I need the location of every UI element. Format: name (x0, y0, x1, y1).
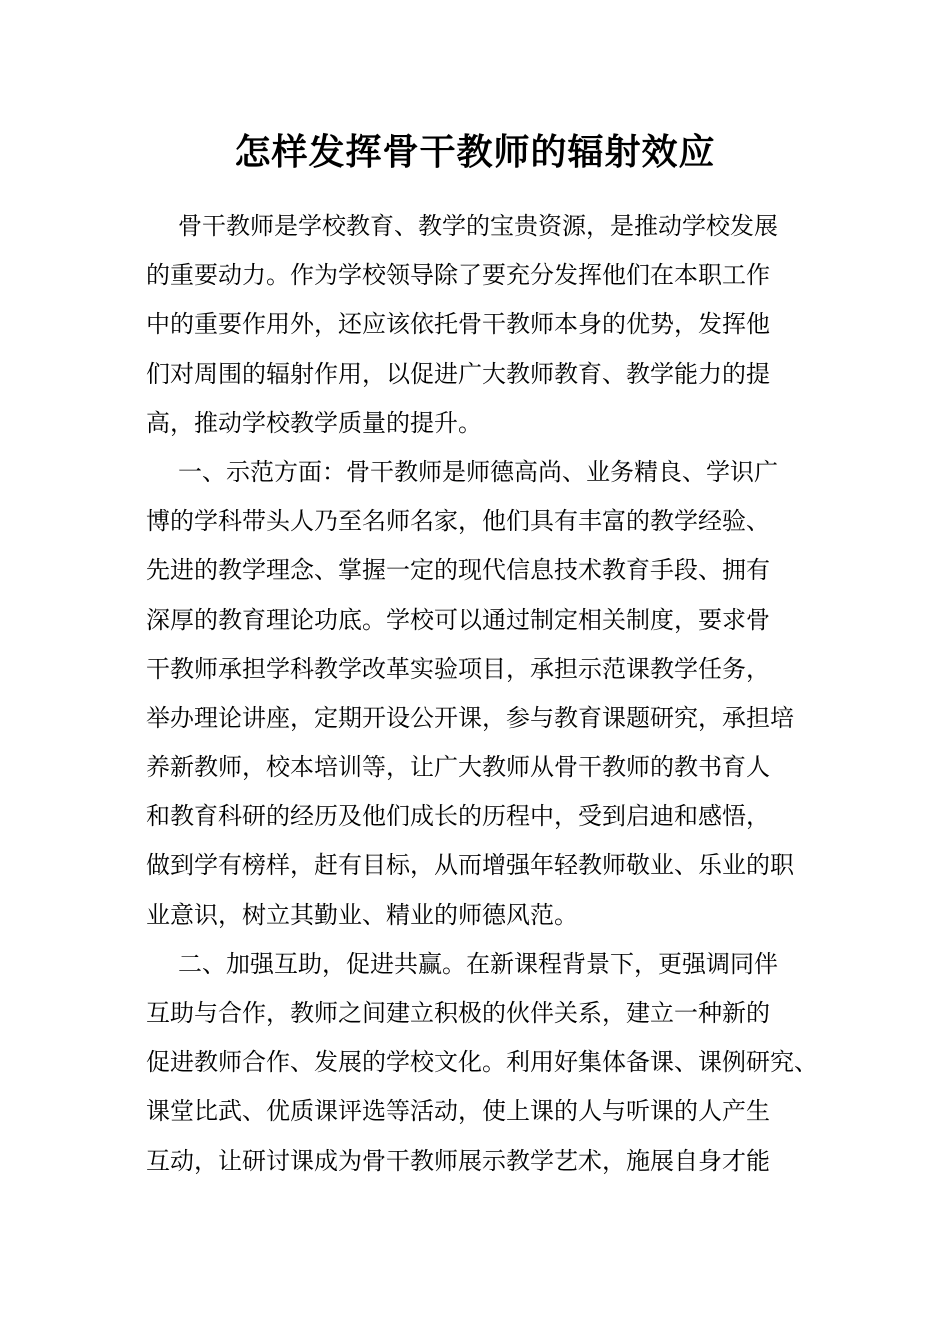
paragraph-line: 深厚的教育理论功底。学校可以通过制定相关制度，要求骨 (146, 605, 770, 634)
paragraph-line: 干教师承担学科教学改革实验项目，承担示范课教学任务， (146, 654, 770, 683)
paragraph-line: 业意识，树立其勤业、精业的师德风范。 (146, 900, 578, 929)
paragraph-line: 互动，让研讨课成为骨干教师展示教学艺术，施展自身才能 (146, 1146, 770, 1175)
paragraph-line: 做到学有榜样，赶有目标，从而增强年轻教师敬业、乐业的职 (146, 851, 794, 880)
paragraph-line: 一、示范方面：骨干教师是师德高尚、业务精良、学识广 (178, 457, 778, 486)
paragraph-line: 高，推动学校教学质量的提升。 (146, 408, 482, 437)
paragraph-line: 的重要动力。作为学校领导除了要充分发挥他们在本职工作 (146, 261, 770, 290)
document-body (146, 202, 818, 1186)
paragraph-line: 和教育科研的经历及他们成长的历程中，受到启迪和感悟， (146, 802, 770, 831)
paragraph-line: 互助与合作，教师之间建立积极的伙伴关系，建立一种新的 (146, 999, 770, 1027)
paragraph-line: 们对周围的辐射作用，以促进广大教师教育、教学能力的提 (146, 359, 770, 388)
paragraph-line: 促进教师合作、发展的学校文化。利用好集体备课、课例研究、 (146, 1048, 818, 1077)
paragraph-line: 中的重要作用外，还应该依托骨干教师本身的优势，发挥他 (146, 310, 770, 339)
paragraph-line: 骨干教师是学校教育、教学的宝贵资源，是推动学校发展 (178, 212, 778, 240)
paragraph-line: 举办理论讲座，定期开设公开课，参与教育课题研究，承担培 (146, 703, 794, 732)
paragraph-line: 二、加强互助，促进共赢。在新课程背景下，更强调同伴 (178, 949, 778, 978)
paragraph-line: 先进的教学理念、掌握一定的现代信息技术教育手段、拥有 (146, 556, 770, 585)
paragraph-line: 养新教师，校本培训等，让广大教师从骨干教师的教书育人 (146, 753, 770, 782)
paragraph-line: 课堂比武、优质课评选等活动，使上课的人与听课的人产生 (146, 1097, 770, 1126)
paragraph-line: 博的学科带头人乃至名师名家，他们具有丰富的教学经验、 (146, 507, 770, 536)
document-title: 怎样发挥骨干教师的辐射效应 (234, 131, 716, 173)
